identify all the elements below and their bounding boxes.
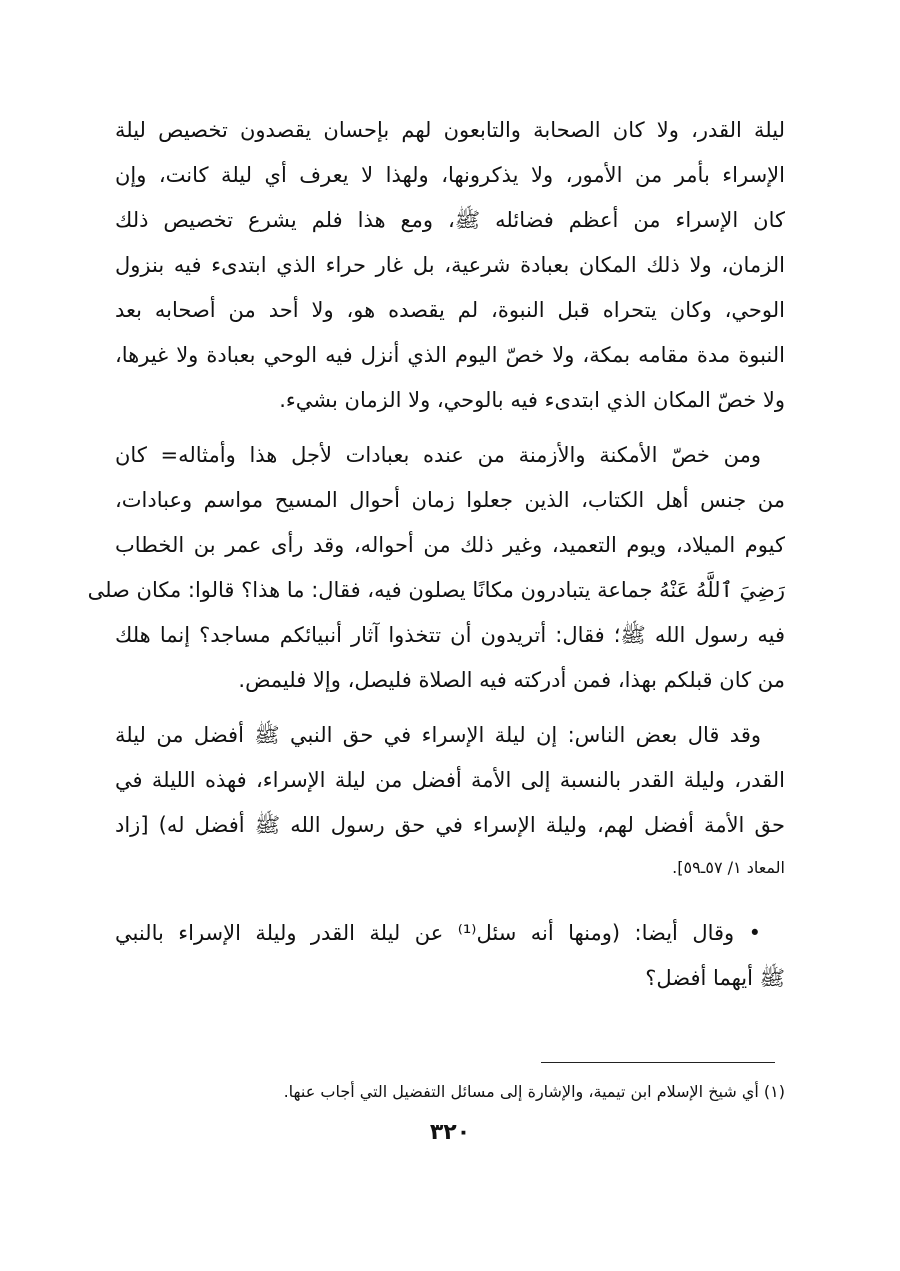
text-line: المعاد ١/ ٥٧ـ٥٩]. xyxy=(672,858,785,877)
bullet-line: • وقال أيضا: (ومنها أنه سئل⁽¹⁾ عن ليلة القدر وليلة الإسراء بالنبي xyxy=(115,921,761,945)
text-line: رَضِيَ ٱللَّهُ عَنْهُ جماعة يتبادرون مكانًا يصلون فيه، فقال: ما هذا؟ قالوا: مكان صلى xyxy=(87,578,785,602)
text-line: ليلة القدر، ولا كان الصحابة والتابعون لهم بإحسان يقصدون تخصيص ليلة xyxy=(115,118,785,142)
text-line: حق الأمة أفضل لهم، وليلة الإسراء في حق رسول الله ﷺ أفضل له) [زاد xyxy=(115,813,785,837)
text-line: ﷺ أيهما أفضل؟ xyxy=(645,966,785,990)
text-line: ولا خصّ المكان الذي ابتدىء فيه بالوحي، ولا الزمان بشيء. xyxy=(279,388,785,412)
page-number: ٣٢٠ xyxy=(429,1120,471,1145)
text-line: من كان قبلكم بهذا، فمن أدركته فيه الصلاة فليصل، وإلا فليمض. xyxy=(238,668,785,692)
text-line: وقد قال بعض الناس: إن ليلة الإسراء في حق النبي ﷺ أفضل من ليلة xyxy=(115,723,761,747)
text-line: النبوة مدة مقامه بمكة، ولا خصّ اليوم الذي أنزل فيه الوحي بعبادة ولا غيرها، xyxy=(115,343,785,367)
footnote: (١) أي شيخ الإسلام ابن تيمية، والإشارة إلى مسائل التفضيل التي أجاب عنها. xyxy=(283,1082,785,1101)
text-line: فيه رسول الله ﷺ؛ فقال: أتريدون أن تتخذوا آثار أنبيائكم مساجد؟ إنما هلك xyxy=(115,623,785,647)
text-line: كيوم الميلاد، ويوم التعميد، وغير ذلك من أحواله، وقد رأى عمر بن الخطاب xyxy=(115,533,785,557)
text-line: الإسراء بأمر من الأمور، ولا يذكرونها، ولهذا لا يعرف أي ليلة كانت، وإن xyxy=(115,163,785,187)
text-line: الوحي، وكان يتحراه قبل النبوة، لم يقصده هو، ولا أحد من أصحابه بعد xyxy=(115,298,785,322)
text-line: القدر، وليلة القدر بالنسبة إلى الأمة أفضل من ليلة الإسراء، فهذه الليلة في xyxy=(115,768,785,792)
text-line: ومن خصّ الأمكنة والأزمنة من عنده بعبادات لأجل هذا وأمثاله= كان xyxy=(115,443,761,467)
footnote-divider xyxy=(541,1062,775,1063)
text-line: من جنس أهل الكتاب، الذين جعلوا زمان أحوال المسيح مواسم وعبادات، xyxy=(115,488,785,512)
text-line: كان الإسراء من أعظم فضائله ﷺ، ومع هذا فلم يشرع تخصيص ذلك xyxy=(115,208,785,232)
text-line: الزمان، ولا ذلك المكان بعبادة شرعية، بل غار حراء الذي ابتدىء فيه بنزول xyxy=(115,253,785,277)
